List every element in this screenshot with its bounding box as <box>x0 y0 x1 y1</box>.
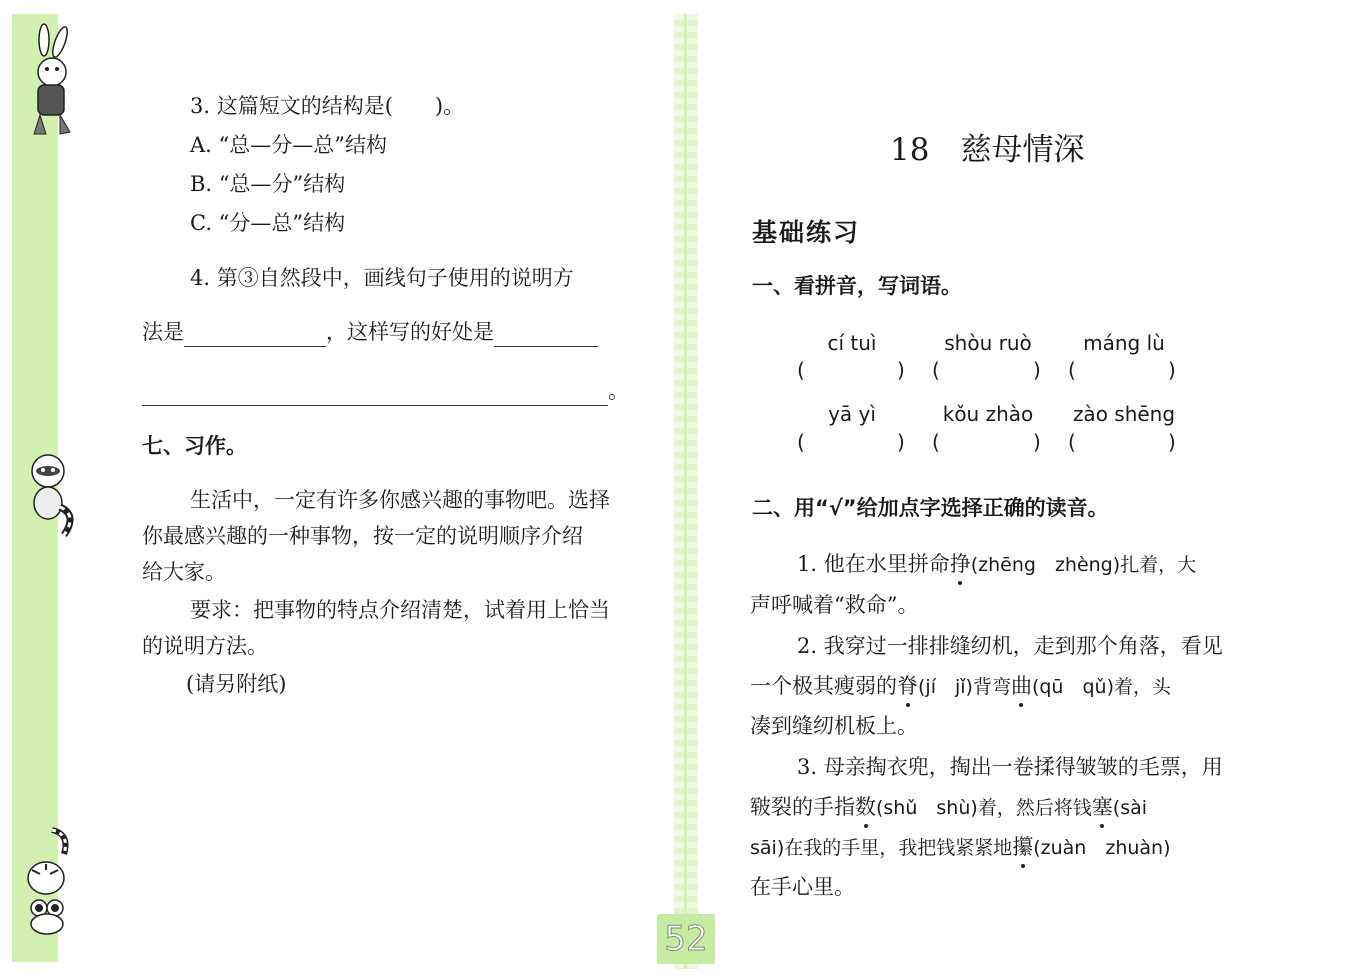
part2-item2-line1: 2. 我穿过一排排缝纫机，走到那个角落，看见 <box>797 634 1223 658</box>
part1-title: 一、看拼音，写词语。 <box>752 274 962 298</box>
part2-item3-line2 <box>750 792 1147 823</box>
paren-open: ( <box>797 430 805 454</box>
answer-blank-benefit-cont[interactable] <box>142 383 608 406</box>
q3-option-a: A. “总—分—总”结构 <box>190 133 387 157</box>
part2-item1-line2: 声呼喊着“救命”。 <box>750 593 919 617</box>
q4-line1: 4. 第③自然段中，画线句子使用的说明方 <box>190 266 574 290</box>
item1-pinyin-choice[interactable]: (zhēng zhèng)扎着，大 <box>970 554 1197 576</box>
q3-stem: 3. 这篇短文的结构是( )。 <box>190 94 465 118</box>
section7-p2-line1: 要求：把事物的特点介绍清楚，试着用上恰当 <box>190 598 610 622</box>
item2-text-a: 一个极其瘦弱的 <box>750 674 897 698</box>
paren-close: ) <box>1033 358 1041 382</box>
section7-title: 七、习作。 <box>142 434 247 458</box>
section7-p2-line2: 的说明方法。 <box>142 634 268 658</box>
lesson-title: 18 慈母情深 <box>890 132 1085 168</box>
paren-open: ( <box>932 358 940 382</box>
raccoon-illustration <box>12 445 82 545</box>
page-number: 52 <box>657 914 715 964</box>
part2-item1-line1 <box>797 549 1196 580</box>
q4-line2-prefix: 法是 <box>142 320 184 344</box>
q4-line3 <box>142 376 629 406</box>
rabbit-illustration <box>14 22 84 142</box>
dotted-char: 挣 <box>950 549 971 579</box>
item1-text-a: 1. 他在水里拼命 <box>797 552 950 576</box>
part2-title: 二、用“√”给加点字选择正确的读音。 <box>752 496 1109 520</box>
answer-blank-benefit[interactable] <box>494 324 598 347</box>
item3-text-a: 皲裂的手指 <box>750 795 855 819</box>
pinyin-cell: shòu ruò <box>944 331 1032 355</box>
section-title: 基础练习 <box>752 218 861 247</box>
tiger-illustration <box>12 820 82 940</box>
part2-item3-line3 <box>750 832 1171 863</box>
answer-blank-method[interactable] <box>184 324 326 347</box>
dotted-char: 塞 <box>1092 792 1113 822</box>
item2-pinyin-choice-2[interactable]: (qū qǔ)着，头 <box>1031 676 1171 698</box>
dotted-char: 数 <box>855 792 876 822</box>
paren-open: ( <box>1068 358 1076 382</box>
section7-p1-line1: 生活中，一定有许多你感兴趣的事物吧。选择 <box>190 488 610 512</box>
pinyin-cell: kǒu zhào <box>942 402 1034 426</box>
spine-line <box>684 14 687 969</box>
item3-text-b[interactable]: sāi)在我的手里，我把钱紧紧地 <box>750 837 1013 859</box>
pinyin-cell: yā yì <box>828 402 876 426</box>
part2-item3-line1: 3. 母亲掏衣兜，掏出一卷揉得皱皱的毛票，用 <box>797 755 1223 779</box>
dotted-char: 曲 <box>1011 671 1032 701</box>
paren-close: ) <box>1033 430 1041 454</box>
section7-p1-line3: 给大家。 <box>142 560 226 584</box>
dotted-char: 攥 <box>1012 832 1033 862</box>
q4-line2-mid: ，这样写的好处是 <box>326 320 494 344</box>
item2-pinyin-choice-1[interactable]: (jí jǐ)背弯 <box>918 676 1011 698</box>
paren-open: ( <box>932 430 940 454</box>
q4-line2 <box>142 317 598 347</box>
q3-option-c: C. “分—总”结构 <box>190 211 346 235</box>
section7-note: (请另附纸) <box>186 672 287 696</box>
paren-open: ( <box>1068 430 1076 454</box>
item3-pinyin-choice-3[interactable]: (zuàn zhuàn) <box>1033 837 1171 859</box>
q4-end-mark: 。 <box>608 379 629 403</box>
q3-option-b: B. “总—分”结构 <box>190 172 346 196</box>
part2-item2-line3: 凑到缝纫机板上。 <box>750 714 918 738</box>
pinyin-cell: zào shēng <box>1072 402 1176 426</box>
part2-item3-line4: 在手心里。 <box>750 875 855 899</box>
pinyin-cell: máng lù <box>1083 331 1165 355</box>
paren-close: ) <box>1168 358 1176 382</box>
paren-close: ) <box>897 358 905 382</box>
paren-close: ) <box>1168 430 1176 454</box>
item3-pinyin-choice-2a[interactable]: (sài <box>1112 797 1148 819</box>
paren-close: ) <box>897 430 905 454</box>
dotted-char: 脊 <box>897 671 918 701</box>
paren-open: ( <box>797 358 805 382</box>
pinyin-cell: cí tuì <box>827 331 877 355</box>
part2-item2-line2 <box>750 671 1171 702</box>
item3-pinyin-choice-1[interactable]: (shǔ shù)着，然后将钱 <box>876 797 1092 819</box>
section7-p1-line2: 你最感兴趣的一种事物，按一定的说明顺序介绍 <box>142 524 583 548</box>
